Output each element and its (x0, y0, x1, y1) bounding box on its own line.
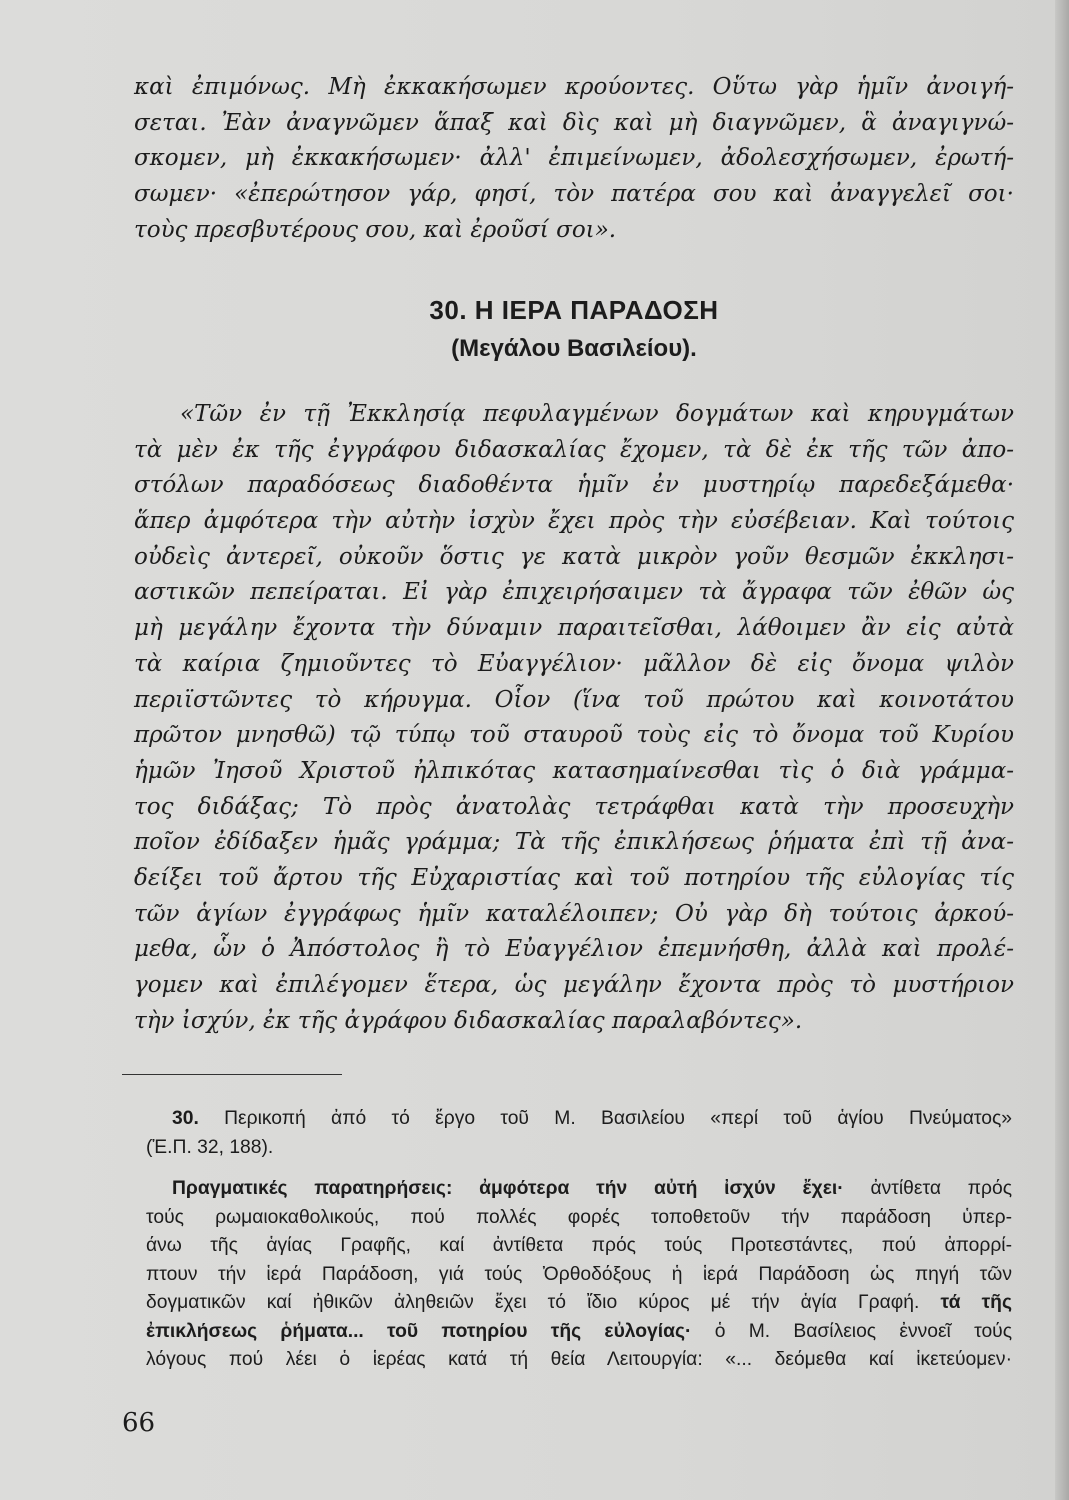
section-title: 30. Η ΙΕΡΑ ΠΑΡΑΔΟΣΗ (429, 295, 719, 325)
remarks-quote: τά τῆς (940, 1292, 1012, 1313)
remarks-text: ὁ Μ. Βασίλειος ἐννοεῖ τούς (714, 1320, 1012, 1342)
remarks-quote: ἀμφότερα τήν αὐτή ἰσχύν ἔχει· (479, 1178, 844, 1199)
text-line: τὰ μὲν ἐκ τῆς ἐγγράφου διδασκαλίας ἔχομεν, τὰ δὲ ἐκ τῆς τῶν ἀπο- (134, 436, 1014, 463)
remarks-line: λόγους πού λέει ὁ ἱερέας κατά τή θεία Λειτουργία: «... δεόμεθα καί ἱκετεύομεν· (146, 1349, 1012, 1370)
remarks-line (172, 1175, 1012, 1204)
main-paragraph (134, 397, 1014, 1039)
remarks-label: Πραγματικές παρατηρήσεις: (172, 1178, 453, 1199)
section-subtitle: (Μεγάλου Βασιλείου). (451, 335, 697, 362)
text-line: καὶ ἐπιμόνως. Μὴ ἐκκακήσωμεν κρούοντες. Οὕτω γὰρ ἡμῖν ἀνοιγή- (134, 74, 1014, 100)
text-line: τὴν ἰσχύν, ἐκ τῆς ἀγράφου διδασκαλίας παραλαβόντες». (134, 1007, 803, 1034)
page-number: 66 (122, 1408, 156, 1438)
page-edge (1055, 0, 1069, 1500)
text-line: πρῶτον μνησθῶ) τῷ τύπῳ τοῦ σταυροῦ τοὺς εἰς τὸ ὄνομα τοῦ Κυρίου (134, 722, 1014, 749)
text-line: περιϊστῶντες τὸ κήρυγμα. Οἷον (ἵνα τοῦ πρώτου καὶ κοινοτάτου (134, 686, 1014, 713)
remarks-line (146, 1318, 1012, 1347)
text-line: δείξει τοῦ ἄρτου τῆς Εὐχαριστίας καὶ τοῦ ποτηρίου τῆς εὐλογίας τίς (134, 864, 1014, 891)
footnote-text: Περικοπή ἀπό τό ἔργο τοῦ Μ. Βασιλείου «περί τοῦ ἁγίου Πνεύματος» (224, 1108, 1012, 1129)
text-line: μὴ μεγάλην ἔχοντα τὴν δύναμιν παραιτεῖσθαι, λάθοιμεν ἂν εἰς αὐτὰ (134, 615, 1014, 642)
remarks (146, 1175, 1013, 1375)
remarks-line: άνω τῆς ἁγίας Γραφῆς, καί ἀντίθετα πρός τούς Προτεστάντες, πού ἀπορρί- (146, 1235, 1012, 1256)
text-line: «Τῶν ἐν τῇ Ἐκκλησίᾳ πεφυλαγμένων δογμάτων καὶ κηρυγμάτων (180, 401, 1014, 427)
remarks-quote: ἐπικλήσεως ῥήματα... τοῦ ποτηρίου τῆς εὐλογίας· (146, 1320, 692, 1342)
text-line: οὐδεὶς ἀντερεῖ, οὐκοῦν ὅστις γε κατὰ μικρὸν γοῦν θεσμῶν ἐκκλησι- (134, 543, 1014, 570)
footnote (146, 1105, 1012, 1162)
text-line: γομεν καὶ ἐπιλέγομεν ἕτερα, ὡς μεγάλην ἔχοντα πρὸς τὸ μυστήριον (134, 972, 1014, 998)
remarks-text: ἀντίθετα πρός (870, 1178, 1013, 1199)
text-line: στόλων παραδόσεως διαδοθέντα ἡμῖν ἐν μυστηρίῳ παρεδεξάμεθα· (134, 472, 1014, 499)
text-line: τος διδάξας; Τὸ πρὸς ἀνατολὰς τετράφθαι κατὰ τὴν προσευχὴν (134, 793, 1014, 820)
text-line: τῶν ἁγίων ἐγγράφως ἡμῖν καταλέλοιπεν; Οὐ γὰρ δὴ τούτοις ἀρκού- (134, 900, 1014, 927)
text-line: αστικῶν πεπείραται. Εἰ γὰρ ἐπιχειρήσαιμεν τὰ ἄγραφα τῶν ἐθῶν ὡς (134, 579, 1014, 606)
remarks-text: δογματικῶν καί ἠθικῶν ἀληθειῶν ἔχει τό ἴδιο κύρος μέ τήν ἁγία Γραφή. (146, 1292, 920, 1313)
footnote-divider (122, 1074, 342, 1075)
top-paragraph (134, 70, 1014, 248)
text-line: ἡμῶν Ἰησοῦ Χριστοῦ ἠλπικότας κατασημαίνεσθαι τὶς ὁ διὰ γράμμα- (134, 757, 1014, 784)
text-line: τὰ καίρια ζημιοῦντες τὸ Εὐαγγέλιον· μᾶλλον δὲ εἰς ὄνομα ψιλὸν (134, 650, 1014, 677)
footnote-number: 30. (172, 1108, 199, 1129)
text-line: ποῖον ἐδίδαξεν ἡμᾶς γράμμα; Τὰ τῆς ἐπικλήσεως ῥήματα ἐπὶ τῇ ἀνα- (134, 829, 1014, 856)
text-line: τοὺς πρεσβυτέρους σου, καὶ ἐροῦσί σοι». (134, 216, 617, 243)
text-line: ἅπερ ἀμφότερα τὴν αὐτὴν ἰσχὺν ἔχει πρὸς τὴν εὐσέβειαν. Καὶ τούτοις (134, 508, 1014, 535)
footnote-line: (Ἐ.Π. 32, 188). (146, 1136, 274, 1158)
remarks-line: τούς ρωμαιοκαθολικούς, πού πολλές φορές τοποθετοῦν τήν παράδοση ὑπερ- (146, 1206, 1012, 1228)
remarks-line (146, 1289, 1012, 1318)
text-line: σωμεν· «ἐπερώτησον γάρ, φησί, τὸν πατέρα σου καὶ ἀναγγελεῖ σοι· (134, 181, 1014, 208)
footnote-line (172, 1105, 1012, 1134)
text-line: σκομεν, μὴ ἐκκακήσωμεν· ἀλλ' ἐπιμείνωμεν, ἀδολεσχήσωμεν, ἐρωτή- (134, 145, 1014, 172)
remarks-line: πτουν τήν ἱερά Παράδοση, γιά τούς Ὀρθοδόξους ἡ ἱερά Παράδοση ὡς πηγή τῶν (146, 1263, 1012, 1285)
text-line: σεται. Ἐὰν ἀναγνῶμεν ἅπαξ καὶ δὶς καὶ μὴ διαγνῶμεν, ἃ ἀναγιγνώ- (134, 109, 1014, 136)
text-line: μεθα, ὧν ὁ Ἀπόστολος ἢ τὸ Εὐαγγέλιον ἐπεμνήσθη, ἀλλὰ καὶ προλέ- (134, 936, 1014, 963)
